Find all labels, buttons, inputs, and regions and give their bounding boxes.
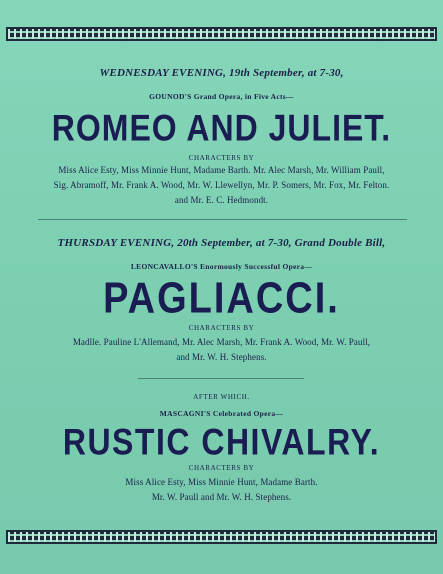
thursday-heading: THURSDAY EVENING, 20th September, at 7-30, Grand Double Bill, (57, 237, 386, 249)
short-divider (138, 378, 304, 379)
wednesday-cast-line-2: Sig. Abramoff, Mr. Frank A. Wood, Mr. W. Llewellyn, Mr. P. Somers, Mr. Fox, Mr. Felton. (53, 180, 390, 190)
wednesday-subheading: GOUNOD'S Grand Opera, in Five Acts— (149, 92, 294, 101)
rustic-chivalry-subheading: MASCAGNI'S Celebrated Opera— (159, 409, 284, 418)
bottom-decorative-border (6, 530, 437, 544)
thursday-cast-line-2: and Mr. W. H. Stephens. (176, 352, 267, 362)
after-which-label: AFTER WHICH. (193, 393, 250, 401)
rustic-characters-label: CHARACTERS BY (188, 464, 255, 472)
thursday-cast-line-1: Madlle. Pauline L'Allemand, Mr. Alec Marsh, Mr. Frank A. Wood, Mr. W. Paull, (72, 337, 371, 347)
thursday-characters-label: CHARACTERS BY (188, 324, 255, 332)
section-divider (38, 219, 407, 220)
wednesday-cast-line-1: Miss Alice Esty, Miss Minnie Hunt, Madame Barth. Mr. Alec Marsh, Mr. William Paull, (58, 165, 385, 175)
rustic-cast-line-1: Miss Alice Esty, Miss Minnie Hunt, Madame Barth. (125, 477, 318, 487)
romeo-and-juliet-title: ROMEO AND JULIET. (51, 107, 392, 149)
rustic-chivalry-title: RUSTIC CHIVALRY. (62, 421, 381, 463)
wednesday-cast-line-3: and Mr. E. C. Hedmondt. (174, 195, 269, 205)
rustic-cast-line-2: Mr. W. Paull and Mr. W. H. Stephens. (151, 492, 292, 502)
top-decorative-border (6, 27, 437, 41)
thursday-subheading: LEONCAVALLO'S Enormously Successful Opera— (130, 262, 313, 271)
pagliacci-title: PAGLIACCI. (103, 274, 340, 324)
wednesday-characters-label: CHARACTERS BY (188, 154, 255, 162)
wednesday-heading: WEDNESDAY EVENING, 19th September, at 7-30, (99, 67, 344, 79)
